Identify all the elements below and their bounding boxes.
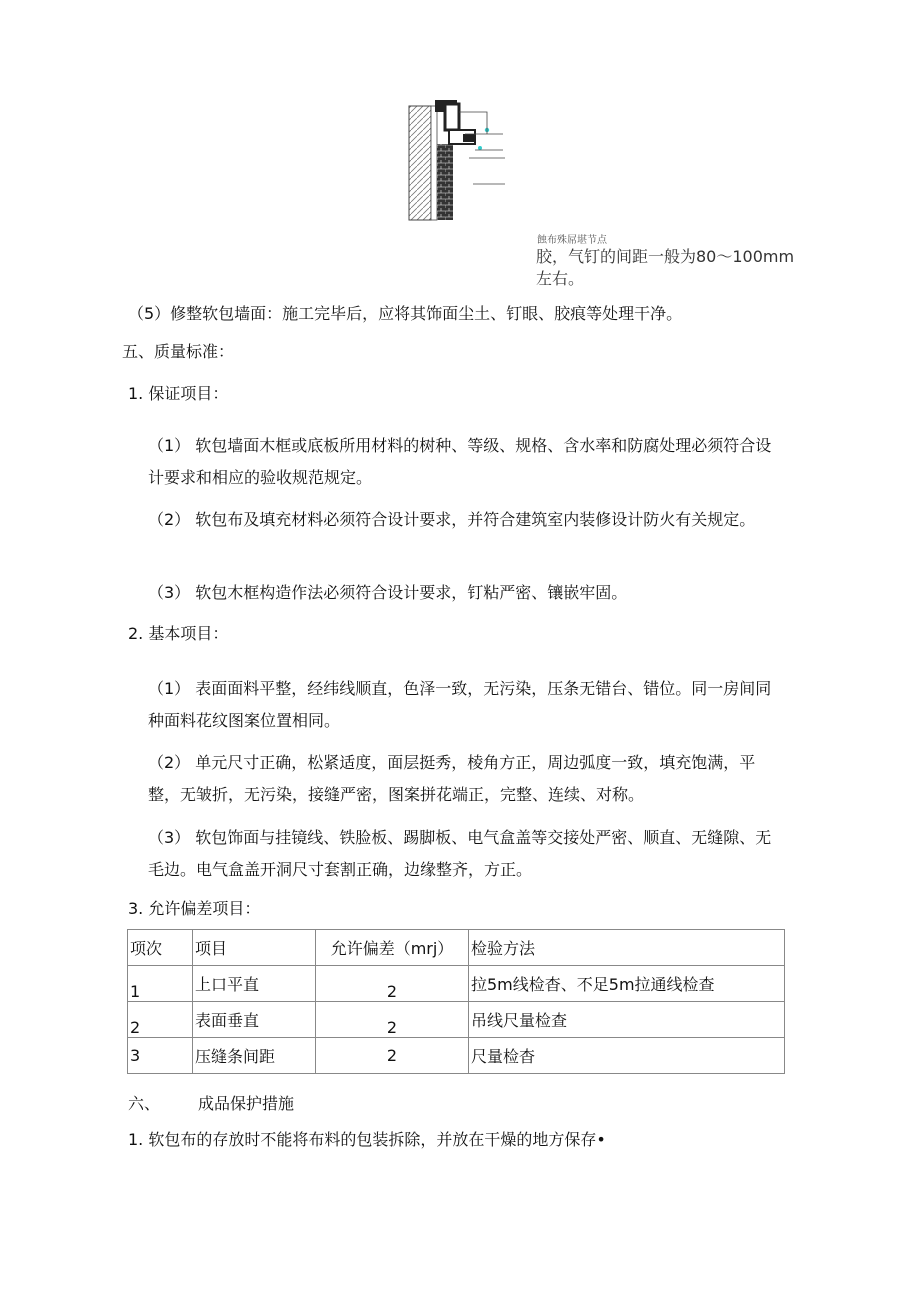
table-cell: 2 — [316, 966, 469, 1002]
guarantee-item-1-text: （1） 软包墙面木框或底板所用材料的树种、等级、规格、含水率和防腐处理必须符合设计要求和相应的验收规范规定。 — [148, 436, 772, 487]
figure-caption: 蝕布殊屌堪节点 — [537, 235, 607, 246]
guarantee-item-3: （3） 软包木框构造作法必须符合设计要求，钉粘严密、镶嵌牢固。 — [148, 583, 628, 602]
table-cell: 上口平直 — [193, 966, 316, 1002]
table-cell: 吊线尺量检查 — [469, 1002, 785, 1038]
section-6-title — [128, 1088, 294, 1120]
table-header-cell: 允许偏差（mrj） — [316, 930, 469, 966]
table-header-cell: 项目 — [193, 930, 316, 966]
table-cell: 尺量检杳 — [469, 1038, 785, 1074]
table-row — [128, 1038, 785, 1074]
table-row — [128, 966, 785, 1002]
table-header-row — [128, 930, 785, 966]
section-6-heading: 成品保护措施 — [198, 1094, 295, 1113]
table-row — [128, 1002, 785, 1038]
paragraph-trim: （5）修整软包墙面：施工完毕后，应将其饰面尘土、钉眼、胶痕等处理干净。 — [128, 304, 683, 323]
table-header-cell: 检验方法 — [469, 930, 785, 966]
wall-section-detail-figure — [405, 100, 509, 224]
table-cell: 拉5m线检杳、不足5m拉通线检查 — [469, 966, 785, 1002]
table-cell: 表面垂直 — [193, 1002, 316, 1038]
protection-item-1: 1. 软包布的存放时不能将布料的包装拆除，并放在干燥的地方保存• — [128, 1130, 606, 1149]
basic-item-3 — [148, 822, 774, 886]
table-cell: 3 — [128, 1038, 193, 1074]
table-cell: 2 — [316, 1002, 469, 1038]
basic-item-1 — [148, 673, 774, 737]
basic-item-3-text: （3） 软包饰面与挂镜线、铁脸板、踢脚板、电气盒盖等交接处严密、顺直、无缝隙、无毛边。电气盒盖开洞尺寸套割正确，边缘整齐，方正。 — [148, 828, 772, 879]
tolerance-table — [127, 929, 785, 1074]
table-header-cell: 项次 — [128, 930, 193, 966]
basic-items-title: 2. 基本项目： — [128, 624, 229, 643]
basic-item-2 — [148, 747, 774, 811]
table-cell: 2 — [128, 1002, 193, 1038]
guarantee-item-1 — [148, 430, 774, 494]
table-cell: 2 — [316, 1038, 469, 1074]
table-cell: 1 — [128, 966, 193, 1002]
basic-item-2-text: （2） 单元尺寸正确，松紧适度，面层挺秀，棱角方正，周边弧度一致，填充饱满，平整，无皱折，无污染，接缝严密，图案拼花端正，完整、连续、对称。 — [148, 753, 756, 804]
guarantee-items-title: 1. 保证项目： — [128, 384, 229, 403]
table-cell: 压缝条间距 — [193, 1038, 316, 1074]
guarantee-item-2-text: （2） 软包布及填充材料必须符合设计要求，并符合建筑室内装修设计防火有关规定。 — [148, 510, 756, 529]
basic-item-1-text: （1） 表面面料平整，经纬线顺直，色泽一致，无污染，压条无错台、错位。同一房间同种面料花纹图案位置相同。 — [148, 679, 772, 730]
section-5-title: 五、质量标准： — [122, 342, 235, 361]
figure-side-text: 胶，气钉的间距一般为80～100mm左右。 — [536, 247, 795, 288]
guarantee-item-2 — [148, 504, 774, 536]
section-6-number: 六、 — [128, 1094, 161, 1113]
tolerance-title: 3. 允许偏差项目： — [128, 899, 261, 918]
